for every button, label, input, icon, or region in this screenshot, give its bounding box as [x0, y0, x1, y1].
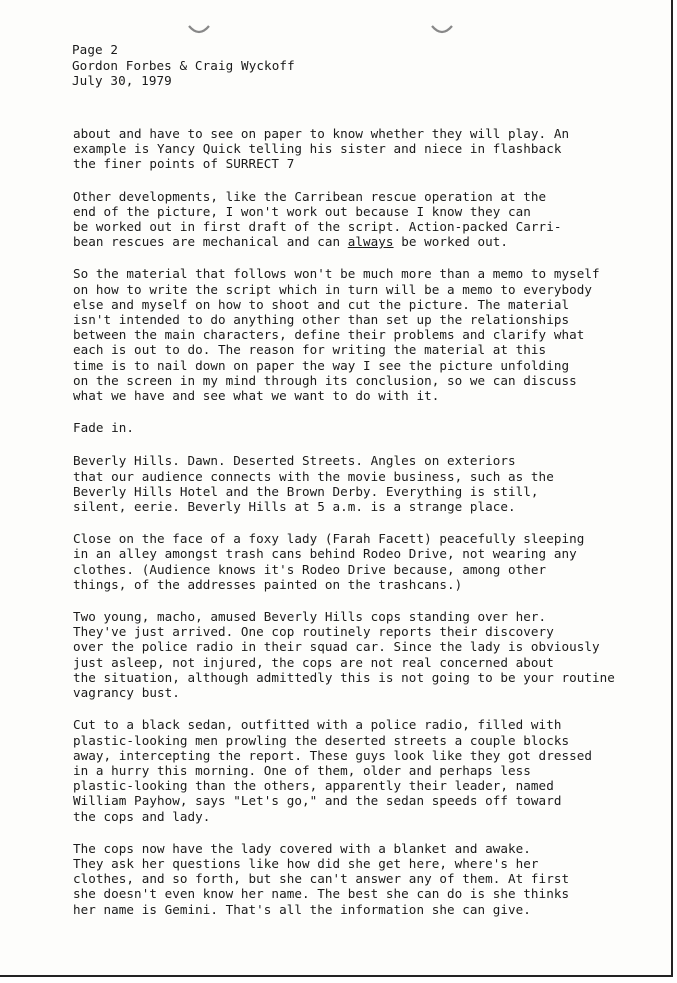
paragraph-8	[73, 717, 648, 823]
paragraph-5	[73, 453, 648, 514]
paragraph-1	[73, 126, 648, 172]
paragraph-7	[73, 609, 648, 700]
text-line: time is to nail down on paper the way I see the picture unfolding	[73, 357, 570, 373]
text-line: in a hurry this morning. One of them, older and perhaps less	[73, 762, 531, 778]
text-line: Fade in.	[73, 420, 135, 436]
paragraph-4	[73, 420, 648, 435]
text-line: example is Yancy Quick telling his sister and niece in flashback	[73, 141, 562, 157]
text-line: isn't intended to do anything other than set up the relationships	[73, 312, 570, 328]
text-line: silent, eerie. Beverly Hills at 5 a.m. is a strange place.	[73, 499, 516, 515]
text-line: that our audience connects with the movie business, such as the	[73, 468, 554, 484]
text-segment: bean rescues are mechanical and can	[73, 234, 348, 250]
text-line: vagrancy bust.	[73, 685, 180, 701]
text-line: away, intercepting the report. These guys look like they got dressed	[73, 747, 592, 763]
text-line: on how to write the script which in turn will be a memo to everybody	[73, 281, 592, 297]
text-line: each is out to do. The reason for writing the material at this	[73, 342, 547, 358]
text-line: the cops and lady.	[73, 808, 211, 824]
text-line: plastic-looking than the others, apparently their leader, named	[73, 778, 554, 794]
paragraph-3	[73, 266, 648, 403]
text-line: clothes, and so forth, but she can't answer any of them. At first	[73, 871, 570, 887]
text-line: clothes. (Audience knows it's Rodeo Drive because, among other	[73, 561, 547, 577]
text-segment: be worked out.	[393, 234, 509, 250]
document-date: July 30, 1979	[72, 73, 172, 88]
text-line: Close on the face of a foxy lady (Farah Facett) peacefully sleeping	[73, 531, 585, 547]
document-body	[73, 126, 648, 934]
text-line: else and myself on how to shoot and cut the picture. The material	[73, 296, 570, 312]
page-header	[72, 42, 295, 89]
text-line: Other developments, like the Carribean rescue operation at the	[73, 188, 547, 204]
text-line: be worked out in first draft of the script. Action-packed Carri-	[73, 219, 562, 235]
punch-hole-mark-right	[430, 24, 454, 36]
text-line: she doesn't even know her name. The best she can do is she thinks	[73, 886, 570, 902]
text-line: So the material that follows won't be much more than a memo to myself	[73, 266, 600, 282]
text-line: They've just arrived. One cop routinely reports their discovery	[73, 624, 554, 640]
text-line: plastic-looking men prowling the deserted streets a couple blocks	[73, 732, 570, 748]
text-line: things, of the addresses painted on the trashcans.)	[73, 576, 463, 592]
text-line: on the screen in my mind through its conclusion, so we can discuss	[73, 372, 577, 388]
text-line: William Payhow, says "Let's go," and the sedan speeds off toward	[73, 793, 562, 809]
text-line: between the main characters, define their problems and clarify what	[73, 327, 585, 343]
text-line: Two young, macho, amused Beverly Hills cops standing over her.	[73, 609, 547, 625]
paragraph-9	[73, 841, 648, 917]
text-line	[73, 234, 648, 249]
paragraph-2	[73, 189, 648, 250]
punch-hole-mark-left	[187, 24, 211, 36]
text-line: They ask her questions like how did she get here, where's her	[73, 855, 539, 871]
text-line: the finer points of SURRECT 7	[73, 156, 295, 172]
underlined-word: always	[347, 234, 394, 250]
text-line: The cops now have the lady covered with a blanket and awake.	[73, 840, 531, 856]
text-line: just asleep, not injured, the cops are not real concerned about	[73, 654, 554, 670]
text-line: end of the picture, I won't work out because I know they can	[73, 203, 531, 219]
page-number: Page 2	[72, 42, 119, 57]
text-line: over the police radio in their squad car. Since the lady is obviously	[73, 639, 600, 655]
text-line: in an alley amongst trash cans behind Rodeo Drive, not wearing any	[73, 546, 577, 562]
text-line: her name is Gemini. That's all the information she can give.	[73, 901, 531, 917]
text-line: Cut to a black sedan, outfitted with a police radio, filled with	[73, 717, 562, 733]
paragraph-6	[73, 531, 648, 592]
text-line: Beverly Hills. Dawn. Deserted Streets. Angles on exteriors	[73, 453, 516, 469]
text-line: what we have and see what we want to do with it.	[73, 388, 440, 404]
text-line: Beverly Hills Hotel and the Brown Derby. Everything is still,	[73, 483, 539, 499]
text-line: the situation, although admittedly this is not going to be your routine	[73, 669, 615, 685]
text-line: about and have to see on paper to know whether they will play. An	[73, 126, 570, 141]
author-names: Gordon Forbes & Craig Wyckoff	[72, 57, 295, 73]
